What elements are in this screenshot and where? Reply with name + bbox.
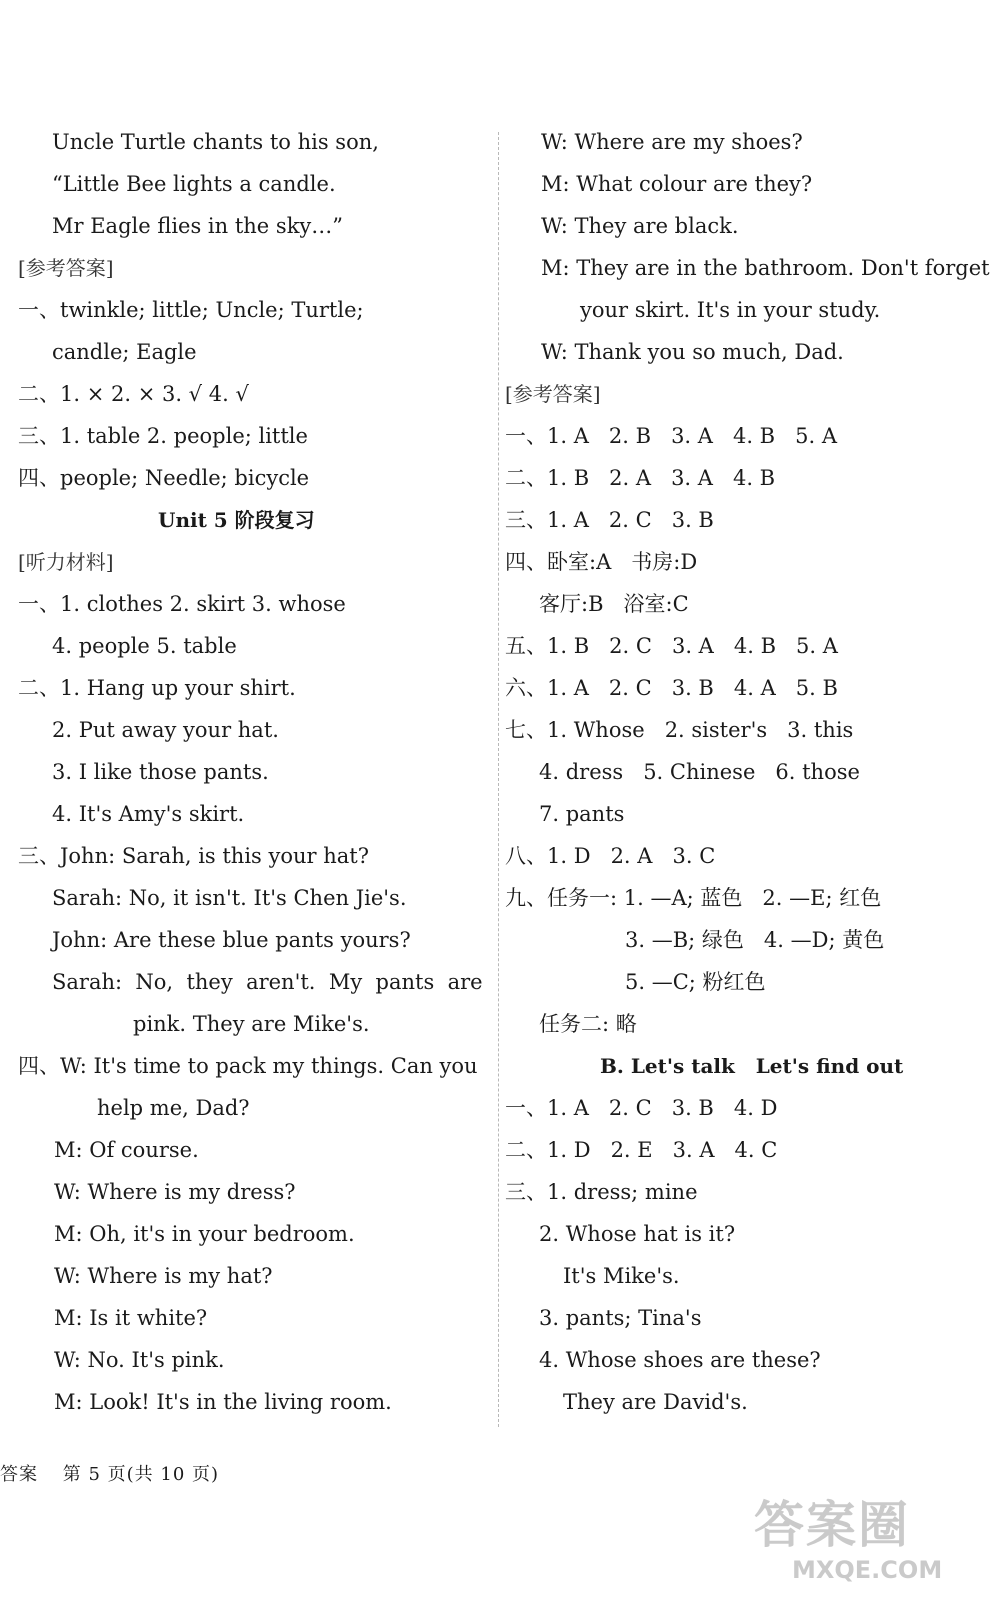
watermark-logo [742, 1496, 982, 1588]
answer-line: 4. dress 5. Chinese 6. those [539, 760, 860, 784]
answer-line: 九、任务一: 1. —A; 蓝色 2. —E; 红色 [505, 886, 882, 910]
answer-line: 二、1. D 2. E 3. A 4. C [505, 1138, 778, 1162]
answer-line: 六、1. A 2. C 3. B 4. A 5. B [505, 676, 838, 700]
answer-line [18, 295, 364, 325]
watermark-title: 答案圈 [754, 1496, 910, 1554]
dialogue-line: W: No. It's pink. [54, 1348, 225, 1372]
answer-line: 八、1. D 2. A 3. C [505, 844, 716, 868]
dialogue-line: M: What colour are they? [541, 172, 813, 196]
watermark-url: MXQE.COM [792, 1556, 943, 1584]
page-footer [0, 1462, 237, 1488]
dialogue-line: M: Oh, it's in your bedroom. [54, 1222, 355, 1246]
section-tag: [参考答案] [505, 382, 601, 406]
answer-line: 4. Whose shoes are these? [539, 1348, 821, 1372]
section-tag: [参考答案] [18, 256, 114, 280]
dialogue-line: M: Is it white? [54, 1306, 208, 1330]
answer-line: 客厅:B 浴室:C [539, 592, 689, 616]
dialogue-line: M: Of course. [54, 1138, 199, 1162]
dialogue-line: pink. They are Mike's. [133, 1012, 370, 1036]
answer-line: 二、1. × 2. × 3. √ 4. √ [18, 382, 249, 406]
footer-label: 答案 [0, 1464, 38, 1485]
dialogue-line: W: Where are my shoes? [541, 130, 803, 154]
answer-line: 3. —B; 绿色 4. —D; 黄色 [625, 928, 885, 952]
answer-line: 5. —C; 粉红色 [625, 970, 766, 994]
text-line: Mr Eagle flies in the sky…” [52, 214, 344, 238]
dialogue-line: 三、John: Sarah, is this your hat? [18, 844, 369, 868]
answer-line: 一、1. clothes 2. skirt 3. whose [18, 592, 346, 616]
answer-line: 二、1. Hang up your shirt. [18, 676, 296, 700]
page-number: 第 5 页(共 10 页) [62, 1464, 220, 1485]
dialogue-line: W: Thank you so much, Dad. [541, 340, 844, 364]
answer-line: 3. pants; Tina's [539, 1306, 702, 1330]
dialogue-line: help me, Dad? [97, 1096, 250, 1120]
answer-line: 三、1. table 2. people; little [18, 424, 308, 448]
answer-line: 七、1. Whose 2. sister's 3. this [505, 718, 854, 742]
column-divider [498, 132, 499, 1427]
answer-line: 一、1. A 2. C 3. B 4. D [505, 1096, 778, 1120]
answer-line: 4. It's Amy's skirt. [52, 802, 245, 826]
dialogue-line: M: They are in the bathroom. Don't forget [541, 256, 990, 280]
answer-line: 4. people 5. table [52, 634, 237, 658]
answer-line: It's Mike's. [563, 1264, 680, 1288]
dialogue-line: W: Where is my hat? [54, 1264, 273, 1288]
dialogue-line: W: Where is my dress? [54, 1180, 296, 1204]
answer-line: 一、1. A 2. B 3. A 4. B 5. A [505, 424, 838, 448]
section-tag: [听力材料] [18, 550, 114, 574]
text-line: Uncle Turtle chants to his son, [52, 130, 379, 154]
answer-line: 四、卧室:A 书房:D [505, 550, 698, 574]
dialogue-line: 四、W: It's time to pack my things. Can you [18, 1054, 478, 1078]
answer-line: 四、people; Needle; bicycle [18, 466, 310, 490]
dialogue-line: your skirt. It's in your study. [580, 298, 881, 322]
wavy-text: 一、twinkle; little; Uncle; Turtle; [18, 298, 364, 322]
answer-line: 2. Put away your hat. [52, 718, 279, 742]
text-line: “Little Bee lights a candle. [52, 172, 336, 196]
dialogue-line: Sarah: No, it isn't. It's Chen Jie's. [52, 886, 407, 910]
answer-line: 五、1. B 2. C 3. A 4. B 5. A [505, 634, 838, 658]
dialogue-line: Sarah: No, they aren't. My pants are [52, 970, 483, 994]
dialogue-line: M: Look! It's in the living room. [54, 1390, 392, 1414]
answer-line: 任务二: 略 [539, 1012, 637, 1036]
answer-line: 三、1. dress; mine [505, 1180, 698, 1204]
answer-line: 2. Whose hat is it? [539, 1222, 736, 1246]
answer-line: 3. I like those pants. [52, 760, 269, 784]
answer-line: 三、1. A 2. C 3. B [505, 508, 714, 532]
section-heading: Unit 5 阶段复习 [158, 508, 315, 532]
answer-line: candle; Eagle [52, 340, 197, 364]
answer-line: 二、1. B 2. A 3. A 4. B [505, 466, 776, 490]
section-heading: B. Let's talk Let's find out [600, 1054, 904, 1078]
dialogue-line: John: Are these blue pants yours? [52, 928, 411, 952]
dialogue-line: W: They are black. [541, 214, 739, 238]
answer-line: They are David's. [563, 1390, 748, 1414]
answer-line: 7. pants [539, 802, 625, 826]
